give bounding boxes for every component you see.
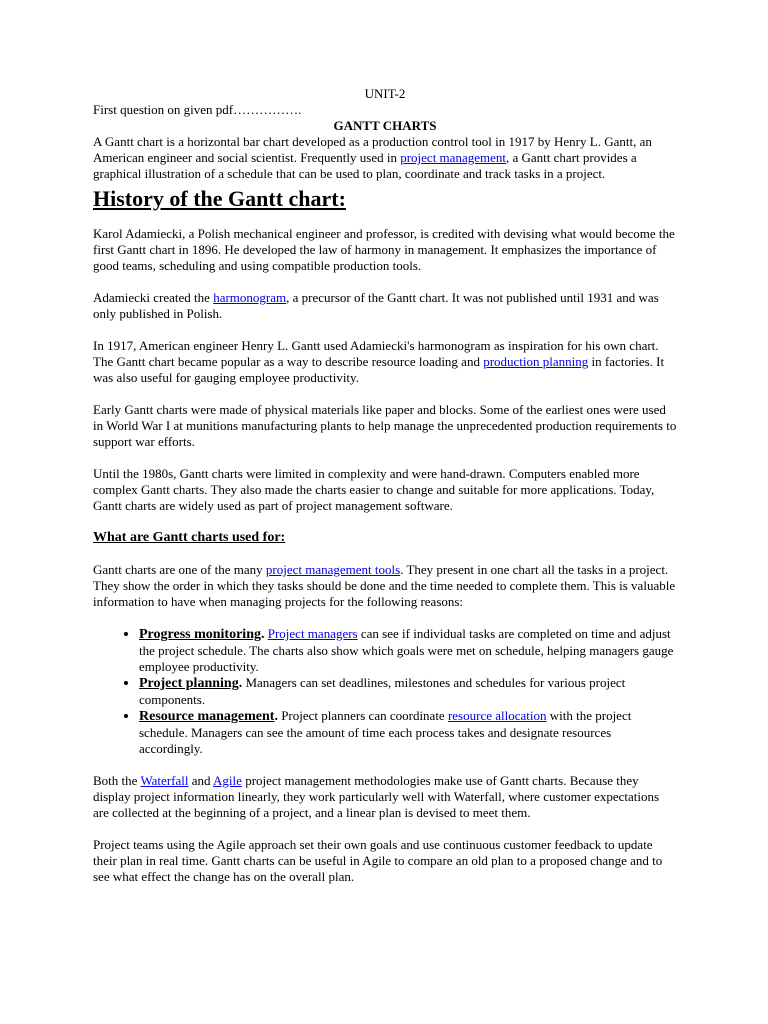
history-paragraph-2	[93, 290, 677, 322]
document-content	[93, 86, 677, 901]
list-item-label: Project planning	[139, 676, 239, 691]
intro-text-1: A Gantt chart is a horizontal bar chart developed as a production control tool in 1917 by Henry L. Gantt, an American engineer and social scientist. Frequently used in	[93, 134, 652, 165]
intro-text-2: , a Gantt chart provides a graphical illustration of a schedule that can be used to plan, coordinate and track tasks in a project.	[93, 150, 637, 181]
uses-p1-text-a: Gantt charts are one of the many	[93, 562, 266, 577]
history-heading: History of the Gantt chart:	[93, 186, 346, 211]
list-item	[139, 675, 677, 708]
uses-paragraph-1	[93, 562, 677, 610]
waterfall-link[interactable]: Waterfall	[140, 773, 189, 788]
resource-allocation-link[interactable]: resource allocation	[447, 708, 547, 723]
uses-list	[93, 626, 677, 757]
history-paragraph-3	[93, 338, 677, 386]
list-item-period: .	[274, 709, 278, 724]
history-p3-text-a: In 1917, American engineer Henry L. Gantt used Adamiecki's harmonogram as inspiration for his own chart. The Gantt chart became popular as a way to describe resource loading and	[93, 338, 659, 369]
list-item	[139, 708, 677, 757]
history-p3-text-b: in factories. It was also useful for gauging employee productivity.	[93, 354, 665, 385]
list-item-text: Managers can set deadlines, milestones and schedules for various project components.	[139, 675, 626, 707]
uses-p2-text-b: project management methodologies make use of Gantt charts. Because they display project information linearly, they work particularly well with Waterfall, where customer expectations are collected at the beginning of a project, and a linear plan is devised to meet them.	[93, 773, 660, 820]
history-paragraph-1: Karol Adamiecki, a Polish mechanical engineer and professor, is credited with devising what would become the first Gantt chart in 1896. He developed the law of harmony in management. It emphasizes the importance of good teams, scheduling and using compatible production tools.	[93, 226, 675, 273]
list-item-period: .	[260, 627, 265, 642]
list-item-label: Resource management	[139, 709, 275, 724]
project-management-link[interactable]: project management	[400, 150, 506, 165]
uses-p2-text-mid: and	[188, 773, 214, 788]
uses-paragraph-2	[93, 773, 677, 821]
list-item	[139, 626, 677, 675]
project-management-tools-link[interactable]: project management tools	[265, 562, 401, 577]
intro-paragraph	[93, 134, 677, 182]
page-title: GANTT CHARTS	[333, 118, 437, 133]
list-item-label: Progress monitoring	[139, 627, 261, 642]
list-item-text: can see if individual tasks are completed on time and adjust the project schedule. The charts also show which goals were met on schedule, helping managers gauge employee productivity.	[139, 626, 674, 674]
uses-heading: What are Gantt charts used for:	[93, 530, 286, 545]
list-item-text: with the project schedule. Managers can see the amount of time each process takes and designate resources accordingly.	[139, 708, 632, 756]
unit-heading: UNIT-2	[364, 86, 406, 101]
uses-p1-text-b: . They present in one chart all the tasks in a project. They show the order in which they tasks should be done and the time needed to complete them. This is valuable information to have when managing projects for the following reasons:	[93, 562, 676, 609]
history-paragraph-4: Early Gantt charts were made of physical materials like paper and blocks. Some of the earliest ones were used in World War I at munitions manufacturing plants to help manage the unprecedented production requirements to support war efforts.	[93, 402, 677, 449]
history-paragraph-5: Until the 1980s, Gantt charts were limited in complexity and were hand-drawn. Computers enabled more complex Gantt charts. They also made the charts easier to change and suitable for more applications. Today, Gantt charts are widely used as part of project management software.	[93, 466, 655, 513]
harmonogram-link[interactable]: harmonogram	[213, 290, 287, 305]
agile-link[interactable]: Agile	[213, 773, 242, 788]
uses-p2-text-a: Both the	[93, 773, 141, 788]
project-managers-link[interactable]: Project managers	[267, 626, 358, 641]
history-p2-text-b: , a precursor of the Gantt chart. It was not published until 1931 and was only published in Polish.	[93, 290, 659, 321]
first-question-line: First question on given pdf…………….	[93, 102, 302, 117]
list-item-period: .	[238, 676, 243, 691]
history-p2-text-a: Adamiecki created the	[93, 290, 214, 305]
uses-paragraph-3: Project teams using the Agile approach set their own goals and use continuous customer feedback to update their plan in real time. Gantt charts can be useful in Agile to compare an old plan to a proposed change and to see what effect the change has on the overall plan.	[93, 837, 663, 884]
production-planning-link[interactable]: production planning	[483, 354, 589, 369]
list-item-pre-text: Project planners can coordinate	[277, 708, 448, 723]
